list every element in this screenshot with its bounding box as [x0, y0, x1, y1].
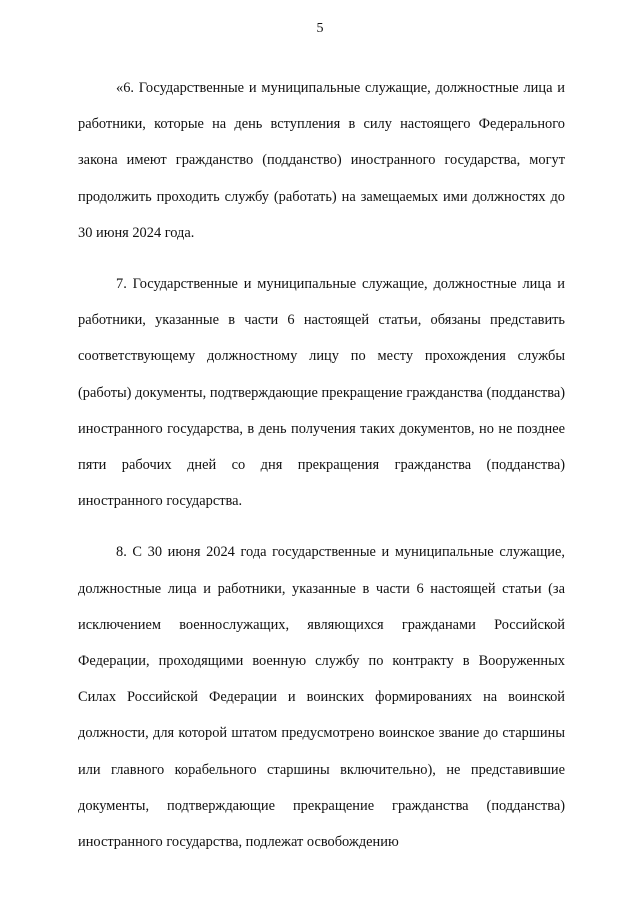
paragraph-part-7: 7. Государственные и муниципальные служащие, должностные лица и работники, указанные в части 6 настоящей статьи, обязаны представить соответствующему должностному лицу по месту прохождения службы (работы) документы, подтверждающие прекращение гражданства (подданства) иностранного государства, в день получения таких документов, но не позднее пяти рабочих дней со дня прекращения гражданства (подданства) иностранного государства.: [78, 276, 565, 510]
paragraph-part-8: 8. С 30 июня 2024 года государственные и муниципальные служащие, должностные лица и работники, указанные в части 6 настоящей статьи (за исключением военнослужащих, являющихся гражданами Российской Федерации, проходящими военную службу по контракту в Вооруженных Силах Российской Федерации и воинских формированиях на воинской должности, для которой штатом предусмотрено воинское звание до старшины или главного корабельного старшины включительно), не представившие документы, подтверждающие прекращение гражданства (подданства) иностранного государства, подлежат освобождению: [78, 544, 565, 851]
document-body: [78, 70, 565, 875]
paragraph-part-6: «6. Государственные и муниципальные служащие, должностные лица и работники, которые на день вступления в силу настоящего Федерального закона имеют гражданство (подданство) иностранного государства, могут продолжить проходить службу (работать) на замещаемых ими должностях до 30 июня 2024 года.: [78, 80, 565, 241]
page-number: 5: [316, 21, 324, 36]
